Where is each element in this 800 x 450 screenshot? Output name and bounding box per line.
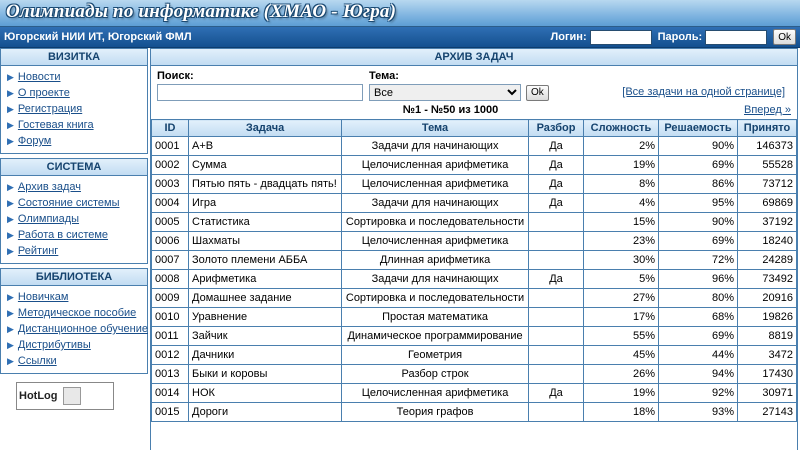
sidebar-item-label: Рейтинг xyxy=(17,245,59,257)
cell-accepted: 19826 xyxy=(738,308,797,327)
cell-theme: Целочисленная арифметика xyxy=(342,156,529,175)
cell-difficulty: 27% xyxy=(584,289,659,308)
login-label: Логин: xyxy=(550,31,587,43)
hotlog-label: HotLog xyxy=(19,390,58,402)
cell-difficulty: 18% xyxy=(584,403,659,422)
sidebar-item-about[interactable] xyxy=(3,85,145,101)
cell-theme: Разбор строк xyxy=(342,365,529,384)
site-name: Югорский НИИ ИТ, Югорский ФМЛ xyxy=(4,31,192,43)
table-row[interactable] xyxy=(152,213,797,232)
chevron-right-icon: ▶ xyxy=(7,197,14,208)
sidebar-item-label: Олимпиады xyxy=(17,213,80,225)
banner-title: Олимпиады по информатике (ХМАО - Югра) xyxy=(6,1,397,22)
table-row[interactable] xyxy=(152,137,797,156)
cell-razbor[interactable] xyxy=(529,327,584,346)
cell-task[interactable]: A+B xyxy=(189,137,342,156)
cell-difficulty: 17% xyxy=(584,308,659,327)
cell-id: 0015 xyxy=(152,403,189,422)
sidebar-item-task-archive[interactable] xyxy=(3,179,145,195)
cell-solvability: 96% xyxy=(659,270,738,289)
theme-select[interactable] xyxy=(369,84,521,101)
cell-solvability: 44% xyxy=(659,346,738,365)
cell-razbor[interactable] xyxy=(529,403,584,422)
table-row[interactable] xyxy=(152,346,797,365)
cell-id: 0004 xyxy=(152,194,189,213)
sidebar-item-label: Архив задач xyxy=(17,181,81,193)
sidebar-item-label: Новичкам xyxy=(17,291,69,303)
cell-difficulty: 2% xyxy=(584,137,659,156)
cell-solvability: 90% xyxy=(659,137,738,156)
chevron-right-icon: ▶ xyxy=(7,213,14,224)
cell-accepted: 17430 xyxy=(738,365,797,384)
table-row[interactable] xyxy=(152,175,797,194)
cell-task[interactable]: Сумма xyxy=(189,156,342,175)
tasks-table xyxy=(151,119,797,422)
cell-accepted: 24289 xyxy=(738,251,797,270)
cell-solvability: 95% xyxy=(659,194,738,213)
chevron-right-icon: ▶ xyxy=(7,291,14,302)
cell-task[interactable]: Зайчик xyxy=(189,327,342,346)
chevron-right-icon: ▶ xyxy=(7,135,14,146)
cell-id: 0010 xyxy=(152,308,189,327)
chevron-right-icon: ▶ xyxy=(7,71,14,82)
login-submit-button[interactable]: Ok xyxy=(773,29,796,45)
cell-theme: Задачи для начинающих xyxy=(342,194,529,213)
chevron-right-icon: ▶ xyxy=(7,229,14,240)
cell-accepted: 69869 xyxy=(738,194,797,213)
table-row[interactable] xyxy=(152,308,797,327)
cell-solvability: 92% xyxy=(659,384,738,403)
chevron-right-icon: ▶ xyxy=(7,339,14,350)
theme-field-group xyxy=(369,70,569,101)
cell-accepted: 37192 xyxy=(738,213,797,232)
cell-task[interactable]: Дачники xyxy=(189,346,342,365)
cell-razbor[interactable]: Да xyxy=(529,194,584,213)
sidebar-item-links[interactable] xyxy=(3,353,145,369)
pager-range-label: №1 - №50 из 1000 xyxy=(402,104,499,116)
cell-theme: Сортировка и последовательности xyxy=(342,289,529,308)
sidebar-item-label: Ссылки xyxy=(17,355,57,367)
theme-row xyxy=(369,84,569,101)
cell-theme: Простая математика xyxy=(342,308,529,327)
cell-accepted: 73712 xyxy=(738,175,797,194)
password-group xyxy=(658,30,768,45)
cell-id: 0008 xyxy=(152,270,189,289)
sidebar-panel-vizitka xyxy=(0,48,148,154)
sidebar-item-distance-learning[interactable] xyxy=(3,321,148,337)
sidebar-item-label: Форум xyxy=(17,135,52,147)
cell-razbor[interactable]: Да xyxy=(529,270,584,289)
cell-razbor[interactable] xyxy=(529,346,584,365)
cell-id: 0006 xyxy=(152,232,189,251)
login-input[interactable] xyxy=(590,30,652,45)
cell-accepted: 27143 xyxy=(738,403,797,422)
cell-solvability: 69% xyxy=(659,327,738,346)
table-row[interactable] xyxy=(152,194,797,213)
pager-row xyxy=(151,103,797,119)
search-field-group xyxy=(157,70,369,101)
table-row[interactable] xyxy=(152,232,797,251)
sidebar-item-label: Новости xyxy=(17,71,61,83)
sidebar-item-methodical-guide[interactable] xyxy=(3,305,145,321)
cell-theme: Задачи для начинающих xyxy=(342,270,529,289)
top-bar xyxy=(0,27,800,48)
sidebar-item-label: Состояние системы xyxy=(17,197,120,209)
all-tasks-one-page-link[interactable] xyxy=(622,86,791,98)
cell-solvability: 72% xyxy=(659,251,738,270)
cell-solvability: 94% xyxy=(659,365,738,384)
cell-accepted: 30971 xyxy=(738,384,797,403)
main-panel xyxy=(150,48,798,450)
pager-next-link[interactable] xyxy=(744,104,791,116)
search-input[interactable] xyxy=(157,84,363,101)
sidebar-item-rating[interactable] xyxy=(3,243,145,259)
sidebar-panel-body xyxy=(1,66,147,153)
search-submit-button[interactable]: Ok xyxy=(526,85,549,101)
cell-accepted: 18240 xyxy=(738,232,797,251)
cell-accepted: 8819 xyxy=(738,327,797,346)
cell-id: 0007 xyxy=(152,251,189,270)
cell-razbor[interactable]: Да xyxy=(529,156,584,175)
cell-id: 0002 xyxy=(152,156,189,175)
cell-razbor[interactable]: Да xyxy=(529,175,584,194)
cell-theme: Геометрия xyxy=(342,346,529,365)
chevron-right-icon: ▶ xyxy=(7,181,14,192)
login-group xyxy=(551,30,652,45)
chevron-right-icon: ▶ xyxy=(7,245,14,256)
cell-task[interactable]: Пятью пять - двадцать пять! xyxy=(189,175,342,194)
cell-difficulty: 55% xyxy=(584,327,659,346)
main-panel-title: АРХИВ ЗАДАЧ xyxy=(151,49,797,66)
cell-id: 0011 xyxy=(152,327,189,346)
sidebar-item-work-in-system[interactable] xyxy=(3,227,145,243)
cell-razbor[interactable] xyxy=(529,251,584,270)
cell-difficulty: 45% xyxy=(584,346,659,365)
cell-theme: Теория графов xyxy=(342,403,529,422)
sidebar-item-registration[interactable] xyxy=(3,101,145,117)
cell-theme: Целочисленная арифметика xyxy=(342,384,529,403)
cell-id: 0012 xyxy=(152,346,189,365)
hotlog-image-placeholder-icon xyxy=(63,387,81,405)
chevron-right-icon: ▶ xyxy=(7,87,14,98)
table-row[interactable] xyxy=(152,270,797,289)
cell-solvability: 69% xyxy=(659,156,738,175)
cell-difficulty: 23% xyxy=(584,232,659,251)
cell-theme: Сортировка и последовательности xyxy=(342,213,529,232)
chevron-right-icon: ▶ xyxy=(7,355,14,366)
cell-razbor[interactable] xyxy=(529,365,584,384)
tasks-table-body xyxy=(152,137,797,422)
cell-razbor[interactable] xyxy=(529,232,584,251)
sidebar-panel-title: БИБЛИОТЕКА xyxy=(1,269,147,286)
column-header-razbor[interactable]: Разбор xyxy=(529,120,584,137)
sidebar-item-beginners[interactable] xyxy=(3,289,145,305)
cell-solvability: 86% xyxy=(659,175,738,194)
cell-solvability: 69% xyxy=(659,232,738,251)
table-row[interactable] xyxy=(152,156,797,175)
column-header-theme[interactable]: Тема xyxy=(342,120,529,137)
cell-task[interactable]: НОК xyxy=(189,384,342,403)
cell-accepted: 73492 xyxy=(738,270,797,289)
cell-solvability: 90% xyxy=(659,213,738,232)
sidebar-item-guestbook[interactable] xyxy=(3,117,145,133)
sidebar-panel-title: ВИЗИТКА xyxy=(1,49,147,66)
cell-task[interactable]: Статистика xyxy=(189,213,342,232)
cell-accepted: 3472 xyxy=(738,346,797,365)
tasks-table-head xyxy=(152,120,797,137)
cell-difficulty: 19% xyxy=(584,384,659,403)
column-header-difficulty[interactable]: Сложность xyxy=(584,120,659,137)
cell-task[interactable]: Быки и коровы xyxy=(189,365,342,384)
sidebar-item-news[interactable] xyxy=(3,69,145,85)
body-wrapper xyxy=(0,48,800,450)
column-header-id[interactable]: ID xyxy=(152,120,189,137)
column-header-task[interactable]: Задача xyxy=(189,120,342,137)
cell-task[interactable]: Дороги xyxy=(189,403,342,422)
cell-id: 0009 xyxy=(152,289,189,308)
sidebar-item-label: Гостевая книга xyxy=(17,119,94,131)
chevron-right-icon: ▶ xyxy=(7,119,14,130)
column-header-accepted[interactable]: Принято xyxy=(738,120,797,137)
sidebar-item-label: Работа в системе xyxy=(17,229,109,241)
cell-id: 0005 xyxy=(152,213,189,232)
cell-difficulty: 26% xyxy=(584,365,659,384)
cell-solvability: 68% xyxy=(659,308,738,327)
cell-theme: Динамическое программирование xyxy=(342,327,529,346)
cell-id: 0003 xyxy=(152,175,189,194)
table-row[interactable] xyxy=(152,384,797,403)
cell-razbor[interactable]: Да xyxy=(529,137,584,156)
sidebar-panel-title: СИСТЕМА xyxy=(1,159,147,176)
hotlog-counter[interactable] xyxy=(16,382,114,410)
cell-task[interactable]: Игра xyxy=(189,194,342,213)
cell-solvability: 80% xyxy=(659,289,738,308)
cell-task[interactable]: Шахматы xyxy=(189,232,342,251)
cell-difficulty: 30% xyxy=(584,251,659,270)
pager-next-label[interactable]: Вперед » xyxy=(744,104,791,116)
cell-theme: Задачи для начинающих xyxy=(342,137,529,156)
cell-theme: Целочисленная арифметика xyxy=(342,175,529,194)
chevron-right-icon: ▶ xyxy=(7,103,14,114)
theme-label: Тема: xyxy=(369,70,399,82)
cell-theme: Целочисленная арифметика xyxy=(342,232,529,251)
table-row[interactable] xyxy=(152,251,797,270)
cell-task[interactable]: Уравнение xyxy=(189,308,342,327)
sidebar-item-distributives[interactable] xyxy=(3,337,145,353)
sidebar-item-label: О проекте xyxy=(17,87,70,99)
cell-id: 0013 xyxy=(152,365,189,384)
cell-razbor[interactable] xyxy=(529,289,584,308)
chevron-right-icon: ▶ xyxy=(7,323,14,334)
cell-solvability: 93% xyxy=(659,403,738,422)
cell-accepted: 55528 xyxy=(738,156,797,175)
cell-id: 0014 xyxy=(152,384,189,403)
cell-theme: Длинная арифметика xyxy=(342,251,529,270)
cell-difficulty: 4% xyxy=(584,194,659,213)
cell-difficulty: 5% xyxy=(584,270,659,289)
sidebar-panel-body xyxy=(1,286,147,373)
column-header-solvability[interactable]: Решаемость xyxy=(659,120,738,137)
search-row xyxy=(151,66,797,103)
password-input[interactable] xyxy=(705,30,767,45)
sidebar-item-olympiads[interactable] xyxy=(3,211,145,227)
cell-accepted: 146373 xyxy=(738,137,797,156)
site-banner xyxy=(0,0,800,27)
sidebar-item-system-status[interactable] xyxy=(3,195,145,211)
table-row[interactable] xyxy=(152,403,797,422)
sidebar-item-label: Дистанционное обучение xyxy=(17,323,148,335)
sidebar-item-label: Методическое пособие xyxy=(17,307,137,319)
cell-task[interactable]: Домашнее задание xyxy=(189,289,342,308)
search-label: Поиск: xyxy=(157,70,194,82)
sidebar-item-label: Дистрибутивы xyxy=(17,339,91,351)
password-label: Пароль: xyxy=(657,31,703,43)
cell-task[interactable]: Золото племени АББА xyxy=(189,251,342,270)
all-tasks-one-page-label[interactable]: [Все задачи на одной странице] xyxy=(622,86,785,98)
cell-razbor[interactable] xyxy=(529,308,584,327)
cell-difficulty: 8% xyxy=(584,175,659,194)
cell-id: 0001 xyxy=(152,137,189,156)
table-row[interactable] xyxy=(152,289,797,308)
table-row[interactable] xyxy=(152,365,797,384)
sidebar-item-forum[interactable] xyxy=(3,133,145,149)
cell-difficulty: 19% xyxy=(584,156,659,175)
sidebar-panel-body xyxy=(1,176,147,263)
cell-razbor[interactable]: Да xyxy=(529,384,584,403)
sidebar xyxy=(0,48,148,410)
table-row[interactable] xyxy=(152,327,797,346)
tasks-header-row xyxy=(152,120,797,137)
cell-difficulty: 15% xyxy=(584,213,659,232)
sidebar-panel-sistema xyxy=(0,158,148,264)
cell-accepted: 20916 xyxy=(738,289,797,308)
cell-razbor[interactable] xyxy=(529,213,584,232)
sidebar-item-label: Регистрация xyxy=(17,103,83,115)
sidebar-panel-biblioteka xyxy=(0,268,148,374)
chevron-right-icon: ▶ xyxy=(7,307,14,318)
cell-task[interactable]: Арифметика xyxy=(189,270,342,289)
